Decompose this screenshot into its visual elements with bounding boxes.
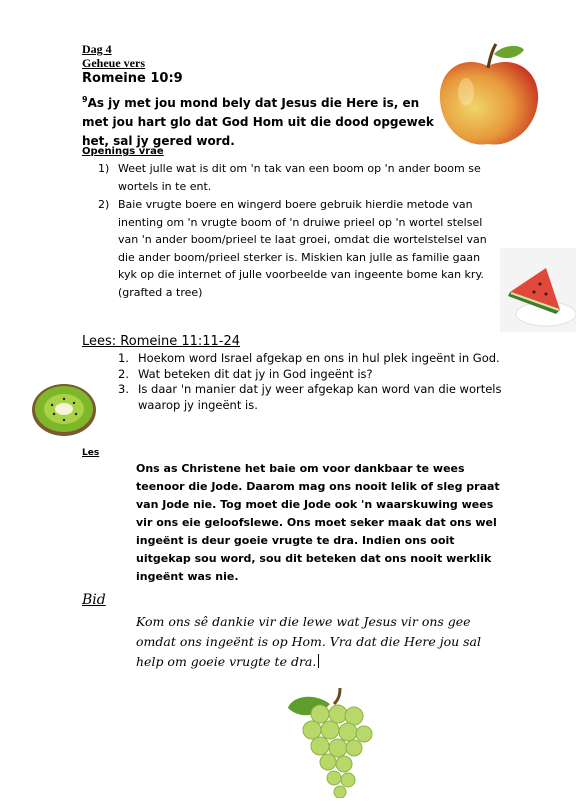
opening-questions-heading: Openings vrae xyxy=(82,146,164,157)
prayer-heading: Bid xyxy=(82,592,106,608)
text-cursor xyxy=(318,654,319,668)
list-item: 2. Wat beteken dit dat jy in God ingeënt is? xyxy=(118,366,373,381)
day-title: Dag 4 xyxy=(82,42,112,56)
list-item: 3. Is daar 'n manier dat jy weer afgekap kan word van die wortels waarop jy ingeënt is. xyxy=(118,382,502,412)
list-item: 2) Baie vrugte boere en wingerd boere gebruik hierdie metode van inenting om 'n vrugte boom of 'n druiwe prieel op 'n wortel stelsel van 'n ander boom/prieel te laat groei, omdat die wortelstelsel van die ander boom/prieel sterker is. Miskien kan julle as familie gaan kyk op die internet of julle voorbeelde van ingeente bome kan kry. (grafted a tree) xyxy=(98,198,487,299)
verse-reference: Romeine 10:9 xyxy=(82,71,183,86)
list-item: 1. Hoekom word Israel afgekap en ons in hul plek ingeënt in God. xyxy=(118,351,500,365)
memory-verse xyxy=(82,90,442,151)
apple-image xyxy=(432,40,544,150)
kiwi-image xyxy=(28,372,100,444)
list-item: 1) Weet julle wat is dit om 'n tak van een boom op 'n ander boom se wortels in te ent. xyxy=(98,162,481,193)
reading-questions-list xyxy=(118,351,508,413)
lesson-text: Ons as Christene het baie om voor dankbaar te wees teenoor die Jode. Daarom mag ons nooit lelik of sleg praat van Jode nie. Tog moet die Jode ook 'n waarskuwing wees vir ons eie geloofslewe. Ons moet seker maak dat ons wel ingeënt is deur goeie vrugte te dra. Indien ons ooit uitgekap sou word, sou dit beteken dat ons nooit werklik ingeënt was nie. xyxy=(136,462,500,583)
prayer-text: Kom ons sê dankie vir die lewe wat Jesus vir ons gee omdat ons ingeënt is op Hom. Vra dat die Here jou sal help om goeie vrugte te dra. xyxy=(136,614,481,669)
watermelon-image xyxy=(500,248,576,332)
grapes-image xyxy=(284,686,380,798)
memory-verse-label: Geheue vers xyxy=(82,56,145,70)
verse-number: 9 xyxy=(82,95,88,104)
reading-heading: Lees: Romeine 11:11-24 xyxy=(82,334,241,349)
opening-questions-list xyxy=(98,160,496,301)
verse-text: As jy met jou mond bely dat Jesus die Here is, en met jou hart glo dat God Hom uit die dood opgewek het, sal jy gered word. xyxy=(82,96,434,148)
lesson-heading: Les xyxy=(82,448,100,458)
